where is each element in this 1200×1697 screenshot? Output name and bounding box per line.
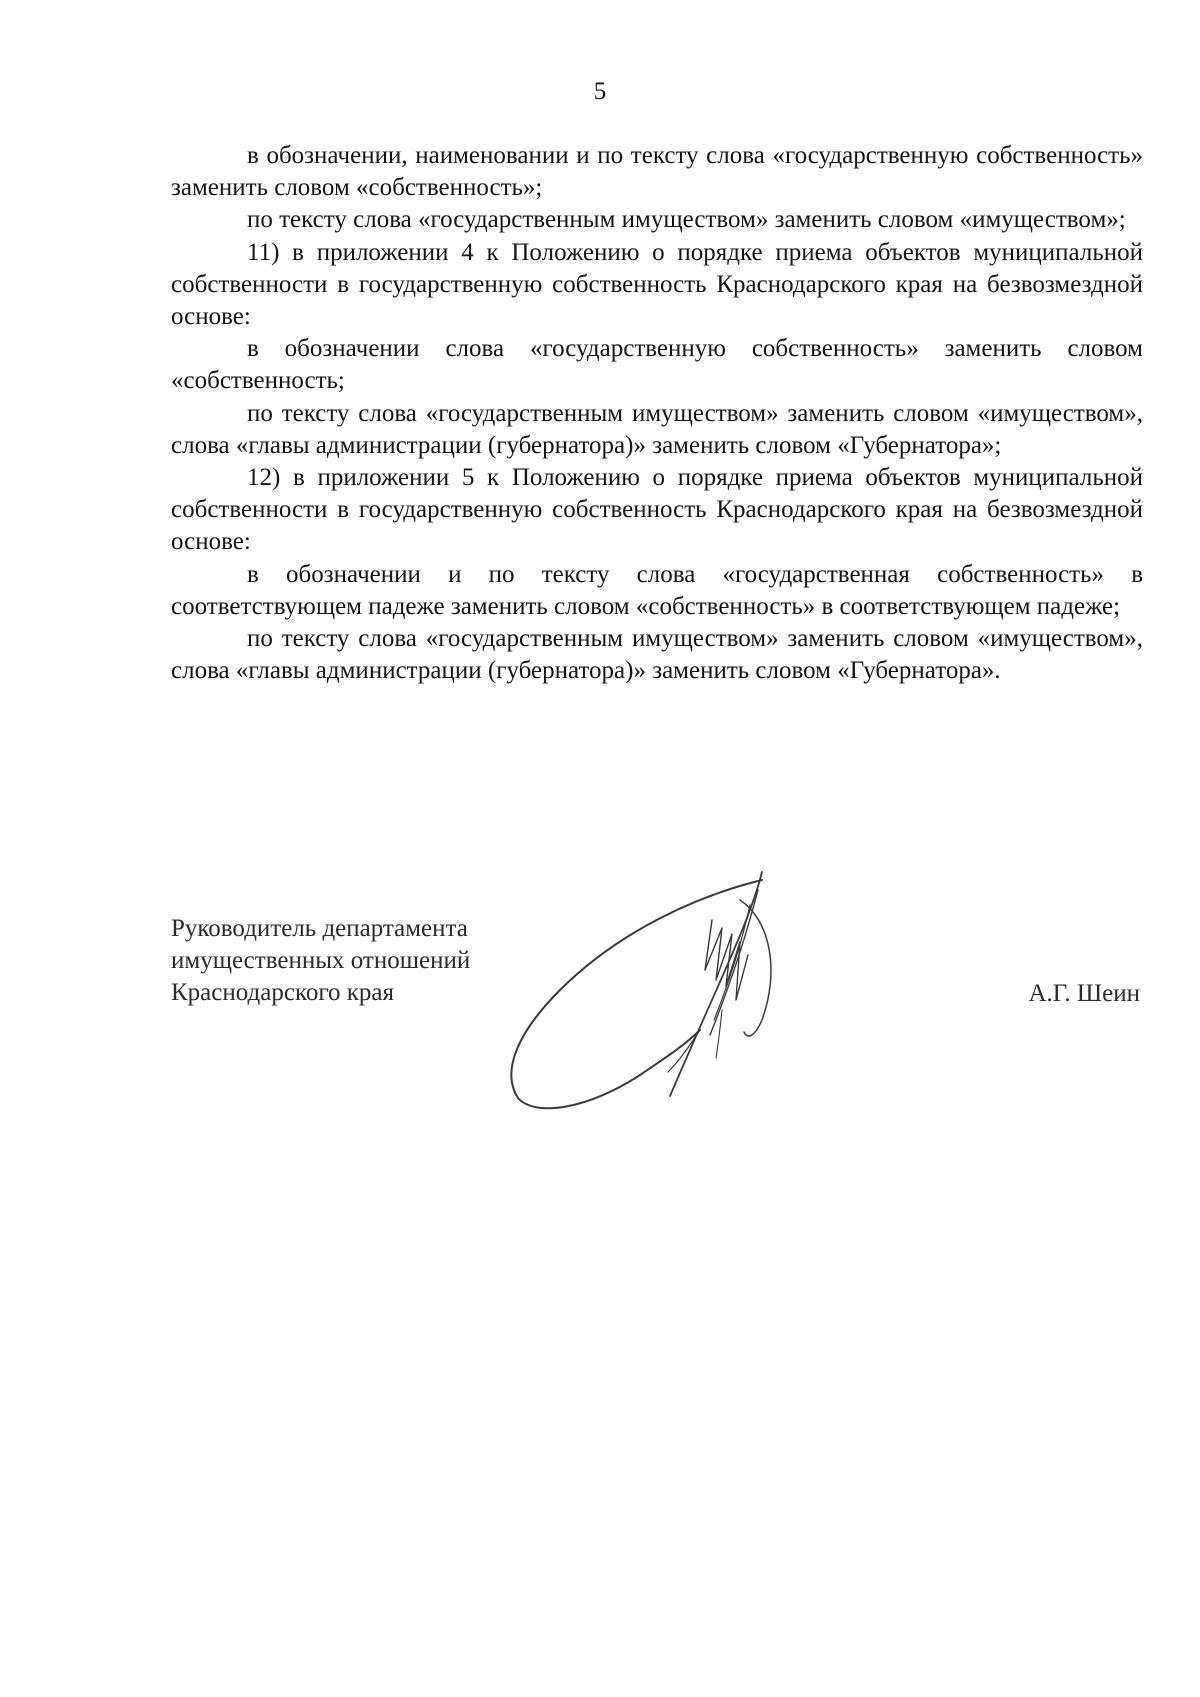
signatory-title — [171, 913, 470, 1009]
document-body — [171, 140, 1143, 687]
page-number: 5 — [593, 78, 607, 105]
paragraph: по тексту слова «государственным имуществом» заменить словом «имуществом»; — [247, 206, 1126, 234]
signatory-title-line: Руководитель департамента — [171, 915, 468, 942]
paragraph: 12) в приложении 5 к Положению о порядке приема объектов муниципальной собственности в государственную собственность Краснодарского края на безвозмездной основе: — [171, 464, 1143, 556]
paragraph: 11) в приложении 4 к Положению о порядке приема объектов муниципальной собственности в государственную собственность Краснодарского края на безвозмездной основе: — [171, 238, 1143, 331]
paragraph: в обозначении и по тексту слова «государственная собственность» в соответствующем падеже заменить словом «собственность» в соответствующем падеже; — [171, 560, 1143, 620]
paragraph: по тексту слова «государственным имуществом» заменить словом «имуществом», слова «главы администрации (губернатора)» заменить словом «Губернатора». — [171, 625, 1143, 685]
paragraph: по тексту слова «государственным имуществом» заменить словом «имуществом», слова «главы администрации (губернатора)» заменить словом «Губернатора»; — [171, 399, 1143, 459]
signatory-title-line: имущественных отношений — [171, 947, 471, 974]
handwritten-signature — [500, 860, 790, 1112]
paragraph: в обозначении, наименовании и по тексту слова «государственную собственность» заменить словом «собственность»; — [171, 142, 1143, 202]
signatory-name: А.Г. Шеин — [1028, 980, 1140, 1007]
paragraph: в обозначении слова «государственную собственность» заменить словом «собственность; — [171, 335, 1143, 395]
signatory-title-line: Краснодарского края — [171, 979, 394, 1006]
